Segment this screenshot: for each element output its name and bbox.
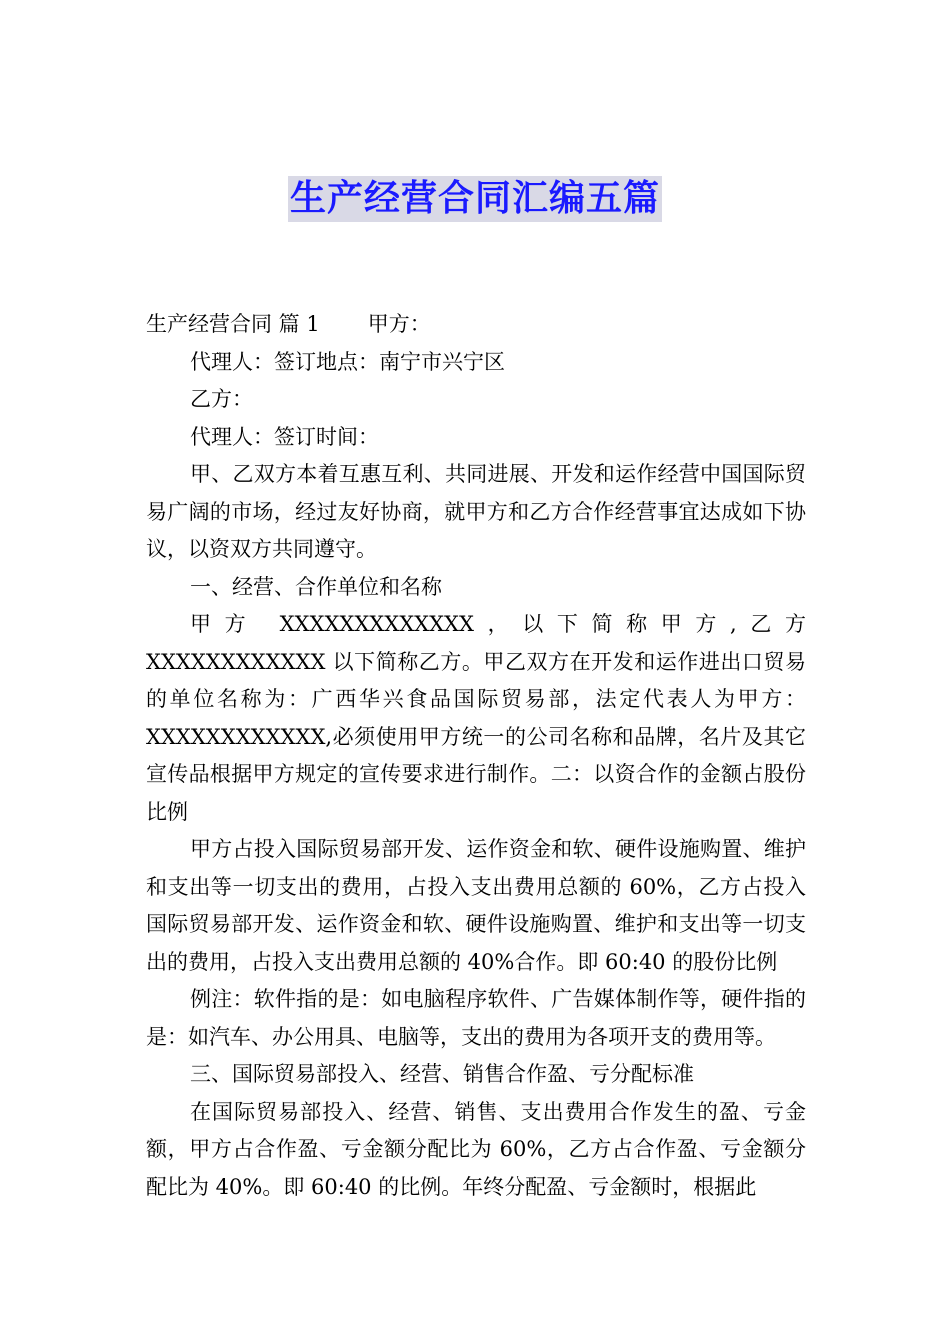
paragraph-investment-share: 甲方占投入国际贸易部开发、运作资金和软、硬件设施购置、维护和支出等一切支出的费用，占投入支出费用总额的 60%，乙方占投入国际贸易部开发、运作资金和软、硬件设施购置、维护和支出等一切支出的费用，占投入支出费用总额的 40%合作。即 60:40 的股份比例 — [146, 837, 806, 974]
document-body — [146, 306, 806, 1206]
paragraph-preamble: 甲、乙双方本着互惠互利、共同进展、开发和运作经营中国国际贸易广阔的市场，经过友好协商，就甲方和乙方合作经营事宜达成如下协议，以资双方共同遵守。 — [146, 462, 806, 561]
section-heading-1: 一、经营、合作单位和名称 — [190, 574, 442, 599]
party-a-label: 甲方： — [367, 312, 431, 336]
document-title: 生产经营合同汇编五篇 — [288, 176, 662, 222]
paragraph-party-names: 甲方 XXXXXXXXXXXXX，以下简称甲方,乙方 XXXXXXXXXXXX 以下简称乙方。甲乙双方在开发和运作进出口贸易的单位名称为：广西华兴食品国际贸易部，法定代表人为甲方：XXXXXXXXXXXX,必须使用甲方统一的公司名称和品牌，名片及其它宣传品根据甲方规定的宣传要求进行制作。二：以资合作的金额占股份比例 — [146, 612, 806, 824]
title-container — [0, 176, 950, 222]
paragraph-agent-time: 代理人：签订时间： — [190, 424, 379, 449]
paragraph-agent-location: 代理人：签订地点：南宁市兴宁区 — [190, 349, 505, 374]
section-heading-3: 三、国际贸易部投入、经营、销售合作盈、亏分配标准 — [190, 1062, 694, 1086]
paragraph-note: 例注：软件指的是：如电脑程序软件、广告媒体制作等，硬件指的是：如汽车、办公用具、电脑等，支出的费用为各项开支的费用等。 — [146, 987, 806, 1049]
contract-heading-line — [146, 306, 806, 344]
paragraph-party-b: 乙方： — [190, 387, 253, 411]
contract-heading: 生产经营合同 篇 1 — [146, 312, 320, 336]
paragraph-profit-loss: 在国际贸易部投入、经营、销售、支出费用合作发生的盈、亏金额，甲方占合作盈、亏金额分配比为 60%，乙方占合作盈、亏金额分配比为 40%。即 60:40 的比例。年终分配盈、亏金额时，根据此 — [146, 1099, 806, 1199]
